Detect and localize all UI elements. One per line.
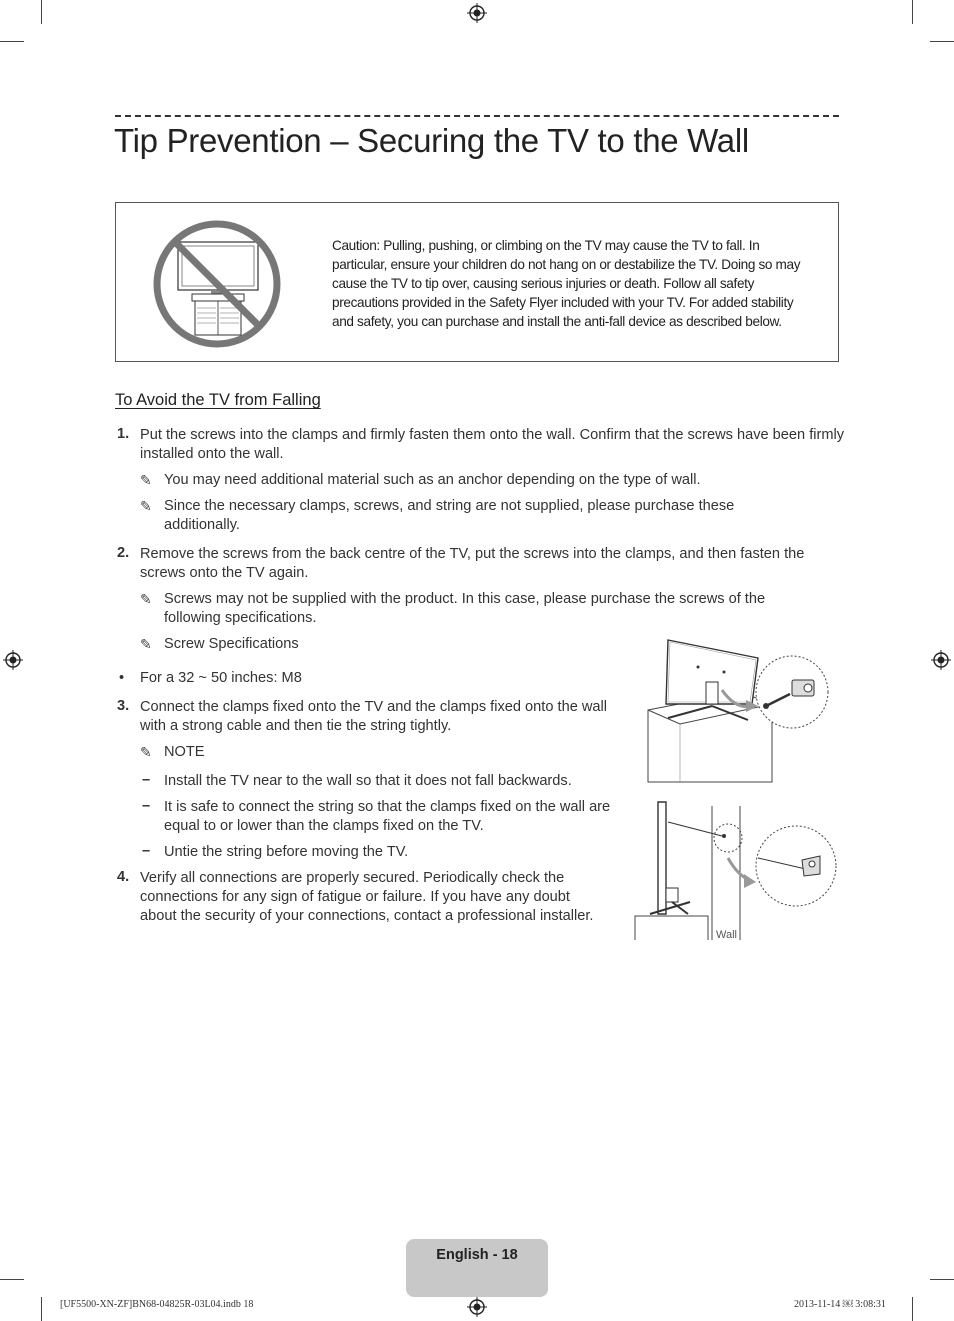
note-pencil-icon: ✎ — [140, 636, 152, 652]
step-2-bullet: For a 32 ~ 50 inches: M8 — [140, 670, 302, 686]
step-3-note-label: NOTE — [164, 744, 205, 760]
print-slug-right: 2013-11-14 ￼ 3:08:31 — [794, 1299, 886, 1310]
registration-mark-left-icon — [3, 650, 23, 670]
crop-mark-br-h — [930, 1279, 954, 1280]
crop-mark-br-v — [912, 1297, 913, 1321]
dash-icon: – — [142, 843, 151, 859]
page-title: Tip Prevention – Securing the TV to the Wall — [114, 122, 749, 159]
page-number-tab — [406, 1239, 548, 1297]
section-heading: To Avoid the TV from Falling — [115, 391, 321, 409]
tv-clamp-illustration-icon — [640, 632, 830, 784]
note-pencil-icon: ✎ — [140, 498, 152, 514]
note-pencil-icon: ✎ — [140, 744, 152, 760]
step-1-number: 1. — [117, 426, 130, 442]
step-2-note-1: Screws may not be supplied with the product. In this case, please purchase the screws of the following specifications. — [164, 591, 766, 626]
tv-wall-cable-illustration-icon — [632, 798, 842, 940]
step-1-note-1: You may need additional material such as an anchor depending on the type of wall. — [164, 472, 701, 488]
page-number-label: English - 18 — [436, 1247, 518, 1263]
dash-icon: – — [142, 772, 151, 788]
step-2-note-2: Screw Specifications — [164, 636, 299, 652]
step-1-text: Put the screws into the clamps and firmly fasten them onto the wall. Confirm that the screws have been firmly installed onto the wall. — [140, 427, 845, 462]
step-2-text: Remove the screws from the back centre of the TV, put the screws into the clamps, and then fasten the screws onto the TV again. — [140, 546, 805, 581]
step-4-number: 4. — [117, 869, 130, 885]
step-2-number: 2. — [117, 545, 130, 561]
crop-mark-tr-v — [912, 0, 913, 24]
wall-label: Wall — [716, 929, 737, 941]
no-climbing-tv-icon — [150, 218, 284, 352]
crop-mark-tr-h — [930, 41, 954, 42]
crop-mark-bl-h — [0, 1279, 24, 1280]
step-3-text: Connect the clamps fixed onto the TV and the clamps fixed onto the wall with a strong cable and then tie the string tightly. — [140, 699, 607, 734]
crop-mark-bl-v — [41, 1297, 42, 1321]
caution-box — [115, 202, 839, 362]
note-pencil-icon: ✎ — [140, 591, 152, 607]
step-3-dash-3: Untie the string before moving the TV. — [164, 844, 409, 860]
registration-mark-right-icon — [931, 650, 951, 670]
step-3-dash-2: It is safe to connect the string so that the clamps fixed on the wall are equal to or lower than the clamps fixed on the TV. — [164, 799, 611, 834]
bullet-icon: • — [119, 670, 125, 686]
registration-mark-bottom-icon — [467, 1297, 487, 1317]
step-4-text: Verify all connections are properly secured. Periodically check the connections for any sign of fatigue or failure. If you have any doubt about the security of your connections, contact a professional installer. — [140, 870, 594, 924]
title-rule — [115, 115, 839, 117]
crop-mark-tl-v — [41, 0, 42, 24]
step-1-note-2: Since the necessary clamps, screws, and string are not supplied, please purchase these additionally. — [164, 498, 735, 533]
step-3-number: 3. — [117, 698, 130, 714]
dash-icon: – — [142, 798, 151, 814]
note-pencil-icon: ✎ — [140, 472, 152, 488]
print-slug-left: [UF5500-XN-ZF]BN68-04825R-03L04.indb 18 — [60, 1299, 254, 1310]
step-3-dash-1: Install the TV near to the wall so that it does not fall backwards. — [164, 773, 572, 789]
registration-mark-top-icon — [467, 3, 487, 23]
caution-text: Caution: Pulling, pushing, or climbing on the TV may cause the TV to fall. In particular, ensure your children do not hang on or destabilize the TV. Doing so may cause the TV to tip over, causing serious injuries or death. Follow all safety precautions provided in the Safety Flyer included with your TV. For added stability and safety, you can purchase and install the anti-fall device as described below. — [332, 238, 801, 329]
crop-mark-tl-h — [0, 41, 24, 42]
